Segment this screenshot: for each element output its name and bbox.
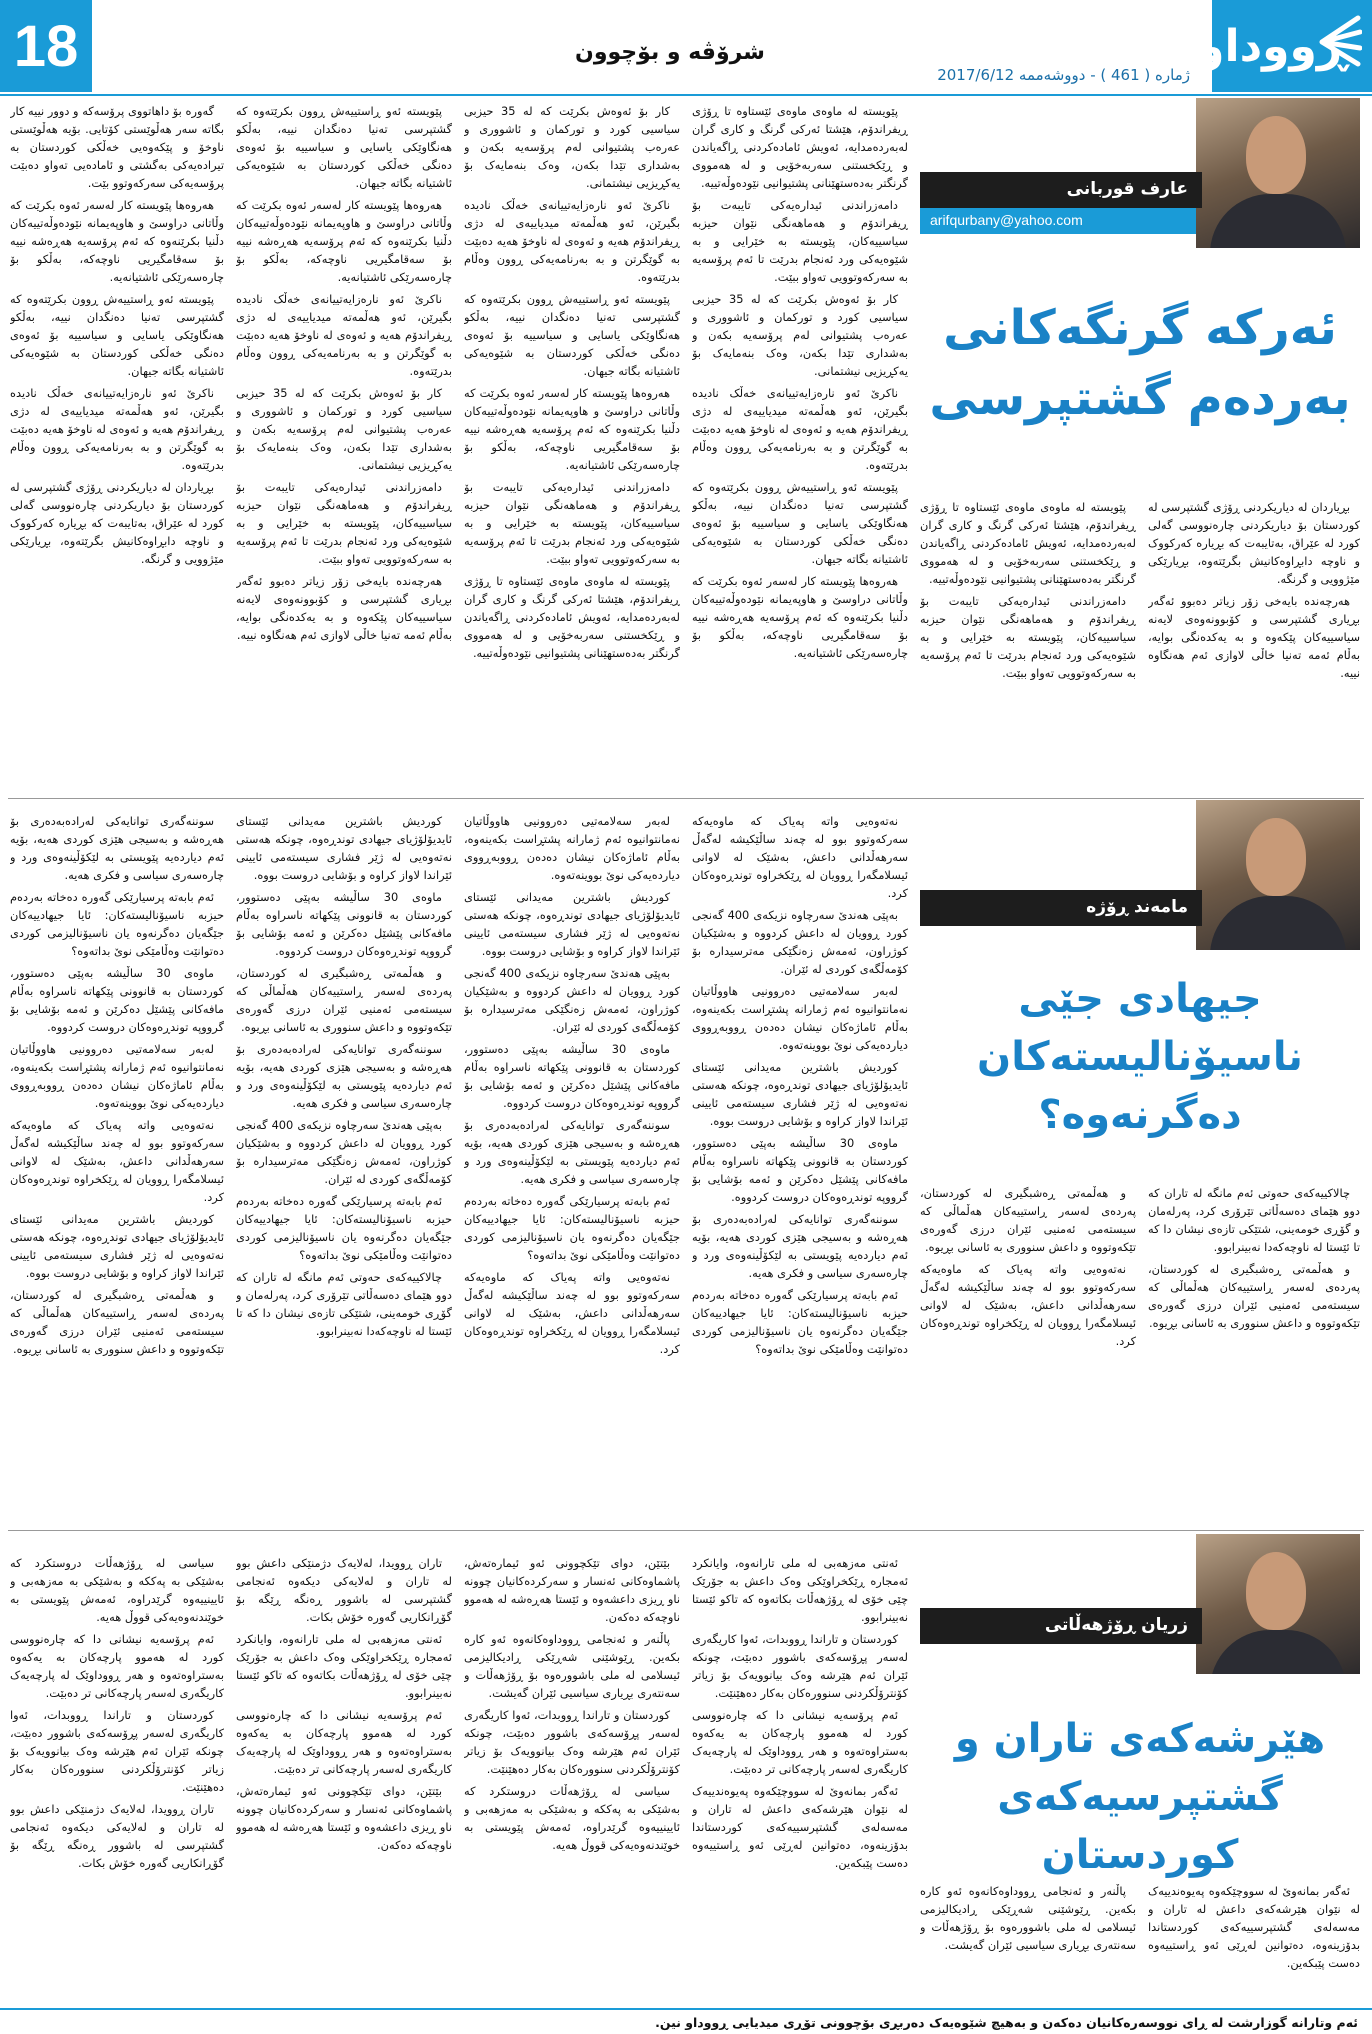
article-column: کار بۆ ئەوەش بکرێت کە لە 35 حیزبی سیاسیی کورد و تورکمان و ئاشووری و عەرەب پشتیوانی لەم پرۆسەیە بکەن و بەشداری تێدا بکەن، وەک بنەمایەک بۆ یەکڕیزیی نیشتمانی. ناکرێ ئەو نارەزایەتییانەی خەڵک نادیدە بگیرێن، ئەو هەڵمەتە میدیاییەی لە دژی ڕیفراندۆم هەیە و ئەوەی لە ناوخۆ هەیە دەبێت بە گوێگرتن و بە بەرنامەیەکی ڕوون وەڵام بدرێتەوە. پێویستە ئەو ڕاستییەش ڕوون بکرێتەوە کە گشتپرسی تەنیا دەنگدان نییە، بەڵکو هەنگاوێکی یاسایی و سیاسییە بۆ ئەوەی دەنگی خەڵکی کوردستان بە شێوەیەکی ئاشتیانە بگاتە جیهان. هەروەها پێویستە کار لەسەر ئەوە بکرێت کە وڵاتانی دراوسێ و هاوپەیمانە نێودەوڵەتییەکان دڵنیا بکرێنەوە کە ئەم پرۆسەیە هەڕەشە نییە بۆ سەقامگیریی ناوچەکە، بەڵکو بۆ چارەسەرێکی ئاشتیانەیە. دامەزراندنی ئیدارەیەکی تایبەت بۆ ڕیفراندۆم و هەماهەنگی نێوان حیزبە سیاسییەکان، پێویستە بە خێرایی و بە شێوەیەکی ورد ئەنجام بدرێت تا ئەم پرۆسەیە بە سەرکەوتوویی تەواو ببێت. پێویستە لە ماوەی ماوەی ئێستاوە تا ڕۆژی ڕیفراندۆم، هێشتا ئەرکی گرنگ و کاری گران لەبەردەمدایە، ئەویش ئامادەکردنی ڕاگەیاندن و ڕێکخستنی سەربەخۆیی و لە هەمووی گرنگتر بەدەستهێنانی پشتیوانیی نێودەوڵەتییە.	[464, 104, 680, 661]
article-column: پاڵنەر و ئەنجامی ڕووداوەکانەوە ئەو کارە بکەین. ڕێوشێنی شەڕێکی ڕادیکالیزمی ئیسلامی لە ملی باشوورەوە بۆ ڕۆژهەڵات و سەنتەری بڕیاری سیاسیی ئێران گەیشت.	[920, 1884, 1136, 1953]
issue-date: ژمارە ( 461 ) - دووشەممە 2017/6/12	[937, 66, 1190, 84]
article-column: ئەنتی مەزهەبی لە ملی تارانەوە، وایانکرد ئەمجارە ڕێکخراوێکی وەک داعش بە جۆرێک چێی خۆی لە ڕۆژهەڵات بکاتەوە کە تاکو ئێستا نەبینرابوو. کوردستان و تاراندا ڕووبدات، ئەوا کاریگەری لەسەر پڕۆسەکەی باشوور دەبێت، چونکە ئێران ئەم هێرشە وەک بیانوویەک بۆ زیاتر کۆنترۆڵکردنی سنوورەکان بەکار دەهێنێت. ئەم پرۆسەیە نیشانی دا کە چارەنووسی کورد لە هەموو پارچەکان بە یەکەوە بەستراوەتەوە و هەر ڕووداوێک لە پارچەیەک کاریگەری لەسەر پارچەکانی تر دەبێت. ئەگەر بمانەوێ لە سووچێکەوە پەیوەندییەک لە نێوان هێرشەکەی داعش لە تاران و مەسەلەی گشتپرسییەکەی کوردستاندا بدۆزینەوە، دەتوانین لەڕێی ئەو ڕاستییەوە دەست پێبکەین.	[692, 1556, 908, 1871]
article-column: پێویستە ئەو ڕاستییەش ڕوون بکرێتەوە کە گشتپرسی تەنیا دەنگدان نییە، بەڵکو هەنگاوێکی یاسایی و سیاسییە بۆ ئەوەی دەنگی خەڵکی کوردستان بە شێوەیەکی ئاشتیانە بگاتە جیهان. هەروەها پێویستە کار لەسەر ئەوە بکرێت کە وڵاتانی دراوسێ و هاوپەیمانە نێودەوڵەتییەکان دڵنیا بکرێنەوە کە ئەم پرۆسەیە هەڕەشە نییە بۆ سەقامگیریی ناوچەکە، بەڵکو بۆ چارەسەرێکی ئاشتیانەیە. ناکرێ ئەو نارەزایەتییانەی خەڵک نادیدە بگیرێن، ئەو هەڵمەتە میدیاییەی لە دژی ڕیفراندۆم هەیە و ئەوەی لە ناوخۆ هەیە دەبێت بە گوێگرتن و بە بەرنامەیەکی ڕوون وەڵام بدرێتەوە. کار بۆ ئەوەش بکرێت کە لە 35 حیزبی سیاسیی کورد و تورکمان و ئاشووری و عەرەب پشتیوانی لەم پرۆسەیە بکەن و بەشداری تێدا بکەن، وەک بنەمایەک بۆ یەکڕیزیی نیشتمانی. دامەزراندنی ئیدارەیەکی تایبەت بۆ ڕیفراندۆم و هەماهەنگی نێوان حیزبە سیاسییەکان، پێویستە بە خێرایی و بە شێوەیەکی ورد ئەنجام بدرێت تا ئەم پرۆسەیە بە سەرکەوتوویی تەواو ببێت. هەرچەندە بایەخی زۆر زیاتر دەبوو ئەگەر بڕیاری گشتپرسی و کۆبوونەوەی لایەنە سیاسییەکان پێکەوە و بە یەکدەنگی بوایە، بەڵام ئەمە تەنیا خاڵی لاوازی ئەم هەنگاوە نییە.	[236, 104, 452, 643]
article-column: پێویستە لە ماوەی ماوەی ئێستاوە تا ڕۆژی ڕیفراندۆم، هێشتا ئەرکی گرنگ و کاری گران لەبەردەمدایە، ئەویش ئامادەکردنی ڕاگەیاندن و ڕێکخستنی سەربەخۆیی و لە هەمووی گرنگتر بەدەستهێنانی پشتیوانیی نێودەوڵەتییە. دامەزراندنی ئیدارەیەکی تایبەت بۆ ڕیفراندۆم و هەماهەنگی نێوان حیزبە سیاسییەکان، پێویستە بە خێرایی و بە شێوەیەکی ورد ئەنجام بدرێت تا ئەم پرۆسەیە بە سەرکەوتوویی تەواو ببێت.	[920, 500, 1136, 681]
author-name: مامەند ڕۆژە	[920, 890, 1202, 926]
article-headline: جیهادی جێی ناسیۆنالیستەکان دەگرنەوە؟	[977, 976, 1303, 1138]
article-column: سوننەگەری توانایەکی لەرادەبەدەری بۆ هەڕەشە و بەسیجی هێزی کوردی هەیە، بۆیە ئەم دیاردەیە پێویستی بە لێکۆڵینەوەی ورد و چارەسەری سیاسی و فکری هەیە. ئەم بابەتە پرسیارێکی گەورە دەخاتە بەردەم حیزبە ناسیۆنالیستەکان: ئایا جیهادییەکان جێگەیان دەگرنەوە یان ناسیۆنالیزمی کوردی دەتوانێت وەڵامێکی نوێ بداتەوە؟ ماوەی 30 ساڵیشە بەپێی دەستوور، کوردستان بە قانوونی پێکهاتە ناسراوە بەڵام مافەکانی پێشێل دەکرێن و ئەمە بۆشایی بۆ گرووپە توندڕەوەکان دروست کردووە. لەبەر سەلامەتیی دەروونیی هاووڵاتیان نەمانتوانیوە ئەم ژمارانە پشتڕاست بکەینەوە، بەڵام ئاماژەکان نیشان دەدەن ڕووبەڕووی دیاردەیەکی نوێ بووینەتەوە. نەتەوەیی واتە پەیاک کە ماوەیەکە سەرکەوتوو بوو لە چەند ساڵێکیشە لەگەڵ سەرهەڵدانی داعش، بەشێک لە لاوانی ئیسلامگەرا ڕوویان لە ڕێکخراوە توندڕەوەکان کرد. کوردیش باشترین مەیدانی ئێستای ئایدیۆلۆژیای جیهادی توندڕەوە، چونکە هەستی نەتەوەیی لە ژێر فشاری سیستەمی ئایینی ئێراندا لاواز کراوە و بۆشایی دروست بووە. و هەڵمەتی ڕەشبگیری لە کوردستان، پەردەی لەسەر ڕاستییەکان هەڵماڵی کە سیستەمی ئەمنیی ئێران درزی گەورەی تێکەوتووە و داعش سنووری بە ئاسانی بڕیوە.	[10, 814, 224, 1357]
article-column: بێتێن، دوای تێکچوونی ئەو ئیمارەتەش، پاشماوەکانی ئەنسار و سەرکردەکانیان چوونە ناو ڕیزی داعشەوە و ئێستا هەڕەشە لە هەموو ناوچەکە دەکەن. پاڵنەر و ئەنجامی ڕووداوەکانەوە ئەو کارە بکەین. ڕێوشێنی شەڕێکی ڕادیکالیزمی ئیسلامی لە ملی باشوورەوە بۆ ڕۆژهەڵات و سەنتەری بڕیاری سیاسیی ئێران گەیشت. کوردستان و تاراندا ڕووبدات، ئەوا کاریگەری لەسەر پڕۆسەکەی باشوور دەبێت، چونکە ئێران ئەم هێرشە وەک بیانوویەک بۆ زیاتر کۆنترۆڵکردنی سنوورەکان بەکار دەهێنێت. سیاسی لە ڕۆژهەڵات دروستکرد کە بەشێکی بە پەککە و بەشێکی بە مەزهەبی و ئایینییەوە گرێدراوە، ئەمەش پێویستی بە خوێندنەوەیەکی قووڵ هەیە.	[464, 1556, 680, 1853]
article-column: چالاکییەکەی حەوتی ئەم مانگە لە تاران کە دوو هێمای دەسەڵاتی تێرۆری کرد، پەرلەمان و گۆڕی خومەینی، شتێکی تازەی نیشان دا کە تا ئێستا لە ناوچەکەدا نەبینرابوو. و هەڵمەتی ڕەشبگیری لە کوردستان، پەردەی لەسەر ڕاستییەکان هەڵماڵی کە سیستەمی ئەمنیی ئێران درزی گەورەی تێکەوتووە و داعش سنووری بە ئاسانی بڕیوە.	[1148, 1186, 1360, 1331]
article-column: کوردیش باشترین مەیدانی ئێستای ئایدیۆلۆژیای جیهادی توندڕەوە، چونکە هەستی نەتەوەیی لە ژێر فشاری سیستەمی ئایینی ئێراندا لاواز کراوە و بۆشایی دروست بووە. ماوەی 30 ساڵیشە بەپێی دەستوور، کوردستان بە قانوونی پێکهاتە ناسراوە بەڵام مافەکانی پێشێل دەکرێن و ئەمە بۆشایی بۆ گرووپە توندڕەوەکان دروست کردووە. و هەڵمەتی ڕەشبگیری لە کوردستان، پەردەی لەسەر ڕاستییەکان هەڵماڵی کە سیستەمی ئەمنیی ئێران درزی گەورەی تێکەوتووە و داعش سنووری بە ئاسانی بڕیوە. سوننەگەری توانایەکی لەرادەبەدەری بۆ هەڕەشە و بەسیجی هێزی کوردی هەیە، بۆیە ئەم دیاردەیە پێویستی بە لێکۆڵینەوەی ورد و چارەسەری سیاسی و فکری هەیە. بەپێی هەندێ سەرچاوە نزیکەی 400 گەنجی کورد ڕوویان لە داعش کردووە و بەشێکیان کوژراون، ئەمەش زەنگێکی مەترسیدارە بۆ کۆمەڵگەی کوردی لە ئێران. ئەم بابەتە پرسیارێکی گەورە دەخاتە بەردەم حیزبە ناسیۆنالیستەکان: ئایا جیهادییەکان جێگەیان دەگرنەوە یان ناسیۆنالیزمی کوردی دەتوانێت وەڵامێکی نوێ بداتەوە؟ چالاکییەکەی حەوتی ئەم مانگە لە تاران کە دوو هێمای دەسەڵاتی تێرۆری کرد، پەرلەمان و گۆڕی خومەینی، شتێکی تازەی نیشان دا کە تا ئێستا لە ناوچەکەدا نەبینرابوو.	[236, 814, 452, 1339]
article-divider	[8, 798, 1364, 799]
article-2	[0, 800, 1372, 1532]
page-number: 18	[0, 0, 92, 92]
article-1	[0, 98, 1372, 798]
header-divider	[0, 94, 1372, 96]
author-email[interactable]: arifqurbany@yahoo.com	[920, 208, 1196, 234]
article-column: پێویستە لە ماوەی ماوەی ئێستاوە تا ڕۆژی ڕیفراندۆم، هێشتا ئەرکی گرنگ و کاری گران لەبەردەمدایە، ئەویش ئامادەکردنی ڕاگەیاندن و ڕێکخستنی سەربەخۆیی و لە هەمووی گرنگتر بەدەستهێنانی پشتیوانیی نێودەوڵەتییە. دامەزراندنی ئیدارەیەکی تایبەت بۆ ڕیفراندۆم و هەماهەنگی نێوان حیزبە سیاسییەکان، پێویستە بە خێرایی و بە شێوەیەکی ورد ئەنجام بدرێت تا ئەم پرۆسەیە بە سەرکەوتوویی تەواو ببێت. کار بۆ ئەوەش بکرێت کە لە 35 حیزبی سیاسیی کورد و تورکمان و ئاشووری و عەرەب پشتیوانی لەم پرۆسەیە بکەن و بەشداری تێدا بکەن، وەک بنەمایەک بۆ یەکڕیزیی نیشتمانی. ناکرێ ئەو نارەزایەتییانەی خەڵک نادیدە بگیرێن، ئەو هەڵمەتە میدیاییەی لە دژی ڕیفراندۆم هەیە و ئەوەی لە ناوخۆ هەیە دەبێت بە گوێگرتن و بە بەرنامەیەکی ڕوون وەڵام بدرێتەوە. پێویستە ئەو ڕاستییەش ڕوون بکرێتەوە کە گشتپرسی تەنیا دەنگدان نییە، بەڵکو هەنگاوێکی یاسایی و سیاسییە بۆ ئەوەی دەنگی خەڵکی کوردستان بە شێوەیەکی ئاشتیانە بگاتە جیهان. هەروەها پێویستە کار لەسەر ئەوە بکرێت کە وڵاتانی دراوسێ و هاوپەیمانە نێودەوڵەتییەکان دڵنیا بکرێنەوە کە ئەم پرۆسەیە هەڕەشە نییە بۆ سەقامگیریی ناوچەکە، بەڵکو بۆ چارەسەرێکی ئاشتیانەیە.	[692, 104, 908, 661]
page-header	[0, 0, 1372, 96]
article-headline: ئەرکە گرنگەکانی بەردەم گشتپرسی	[929, 300, 1351, 426]
article-column: نەتەوەیی واتە پەیاک کە ماوەیەکە سەرکەوتوو بوو لە چەند ساڵێکیشە لەگەڵ سەرهەڵدانی داعش، بەشێک لە لاوانی ئیسلامگەرا ڕوویان لە ڕێکخراوە توندڕەوەکان کرد. بەپێی هەندێ سەرچاوە نزیکەی 400 گەنجی کورد ڕوویان لە داعش کردووە و بەشێکیان کوژراون، ئەمەش زەنگێکی مەترسیدارە بۆ کۆمەڵگەی کوردی لە ئێران. لەبەر سەلامەتیی دەروونیی هاووڵاتیان نەمانتوانیوە ئەم ژمارانە پشتڕاست بکەینەوە، بەڵام ئاماژەکان نیشان دەدەن ڕووبەڕووی دیاردەیەکی نوێ بووینەتەوە. کوردیش باشترین مەیدانی ئێستای ئایدیۆلۆژیای جیهادی توندڕەوە، چونکە هەستی نەتەوەیی لە ژێر فشاری سیستەمی ئایینی ئێراندا لاواز کراوە و بۆشایی دروست بووە. ماوەی 30 ساڵیشە بەپێی دەستوور، کوردستان بە قانوونی پێکهاتە ناسراوە بەڵام مافەکانی پێشێل دەکرێن و ئەمە بۆشایی بۆ گرووپە توندڕەوەکان دروست کردووە. سوننەگەری توانایەکی لەرادەبەدەری بۆ هەڕەشە و بەسیجی هێزی کوردی هەیە، بۆیە ئەم دیاردەیە پێویستی بە لێکۆڵینەوەی ورد و چارەسەری سیاسی و فکری هەیە. ئەم بابەتە پرسیارێکی گەورە دەخاتە بەردەم حیزبە ناسیۆنالیستەکان: ئایا جیهادییەکان جێگەیان دەگرنەوە یان ناسیۆنالیزمی کوردی دەتوانێت وەڵامێکی نوێ بداتەوە؟	[692, 814, 908, 1357]
author-name: عارف قوربانی	[920, 172, 1202, 208]
logo-rays-icon	[1318, 12, 1362, 72]
author-photo	[1196, 800, 1360, 950]
article-column: بڕیاردان لە دیاریکردنی ڕۆژی گشتپرسی لە کوردستان بۆ دیاریکردنی چارەنووسی گەلی کورد لە عێراق، بەتایبەت کە بڕیارە کەرکووک و ناوچە دابڕاوەکانیش بگرێتەوە، بڕیارێکی مێژوویی و گرنگە. هەرچەندە بایەخی زۆر زیاتر دەبوو ئەگەر بڕیاری گشتپرسی و کۆبوونەوەی لایەنە سیاسییەکان پێکەوە و بە یەکدەنگی بوایە، بەڵام ئەمە تەنیا خاڵی لاوازی ئەم هەنگاوە نییە.	[1148, 500, 1360, 681]
article-column: گەورە بۆ داهاتووی پرۆسەکە و دوور نییە کار بگاتە سەر هەڵوێستی کۆتایی. بۆیە هەڵوێستی ناوخۆ و پێکەوەیی خەڵکی کوردستان بە تیرادەیەکی بەگشتی و ئامادەیی تەواو دەبێت پرۆسەیەکی سەرکەوتوو بێت. هەروەها پێویستە کار لەسەر ئەوە بکرێت کە وڵاتانی دراوسێ و هاوپەیمانە نێودەوڵەتییەکان دڵنیا بکرێنەوە کە ئەم پرۆسەیە هەڕەشە نییە بۆ سەقامگیریی ناوچەکە، بەڵکو بۆ چارەسەرێکی ئاشتیانەیە. پێویستە ئەو ڕاستییەش ڕوون بکرێتەوە کە گشتپرسی تەنیا دەنگدان نییە، بەڵکو هەنگاوێکی یاسایی و سیاسییە بۆ ئەوەی دەنگی خەڵکی کوردستان بە شێوەیەکی ئاشتیانە بگاتە جیهان. ناکرێ ئەو نارەزایەتییانەی خەڵک نادیدە بگیرێن، ئەو هەڵمەتە میدیاییەی لە دژی ڕیفراندۆم هەیە و ئەوەی لە ناوخۆ هەیە دەبێت بە گوێگرتن و بە بەرنامەیەکی ڕوون وەڵام بدرێتەوە. بڕیاردان لە دیاریکردنی ڕۆژی گشتپرسی لە کوردستان بۆ دیاریکردنی چارەنووسی گەلی کورد لە عێراق، بەتایبەت کە بڕیارە کەرکووک و ناوچە دابڕاوەکانیش بگرێتەوە، بڕیارێکی مێژوویی و گرنگە.	[10, 104, 224, 567]
section-title: شرۆڤە و بۆچوون	[575, 40, 765, 65]
article-column: و هەڵمەتی ڕەشبگیری لە کوردستان، پەردەی لەسەر ڕاستییەکان هەڵماڵی کە سیستەمی ئەمنیی ئێران درزی گەورەی تێکەوتووە و داعش سنووری بە ئاسانی بڕیوە. نەتەوەیی واتە پەیاک کە ماوەیەکە سەرکەوتوو بوو لە چەند ساڵێکیشە لەگەڵ سەرهەڵدانی داعش، بەشێک لە لاوانی ئیسلامگەرا ڕوویان لە ڕێکخراوە توندڕەوەکان کرد.	[920, 1186, 1136, 1349]
author-photo	[1196, 98, 1360, 248]
article-column: ئەگەر بمانەوێ لە سووچێکەوە پەیوەندییەک لە نێوان هێرشەکەی داعش لە تاران و مەسەلەی گشتپرسییەکەی کوردستاندا بدۆزینەوە، دەتوانین لەڕێی ئەو ڕاستییەوە دەست پێبکەین.	[1148, 1884, 1360, 1971]
article-headline: هێرشەکەی تاران و گشتپرسیەکەی کوردستان	[954, 1716, 1326, 1878]
disclaimer-footer: ئەم وتارانە گوزارشت لە ڕای نووسەرەکانیان دەکەن و بەهیچ شێوەیەک دەربڕی بۆچوونی تۆڕی میدیایی ڕووداو نین.	[0, 2008, 1372, 2034]
article-column: سیاسی لە ڕۆژهەڵات دروستکرد کە بەشێکی بە پەککە و بەشێکی بە مەزهەبی و ئایینییەوە گرێدراوە، ئەمەش پێویستی بە خوێندنەوەیەکی قووڵ هەیە. ئەم پرۆسەیە نیشانی دا کە چارەنووسی کورد لە هەموو پارچەکان بە یەکەوە بەستراوەتەوە و هەر ڕووداوێک لە پارچەیەک کاریگەری لەسەر پارچەکانی تر دەبێت. کوردستان و تاراندا ڕووبدات، ئەوا کاریگەری لەسەر پڕۆسەکەی باشوور دەبێت، چونکە ئێران ئەم هێرشە وەک بیانوویەک بۆ زیاتر کۆنترۆڵکردنی سنوورەکان بەکار دەهێنێت. تاران ڕوویدا، لەلایەک دژمنێکی داعش بوو لە تاران و لەلایەکی دیکەوە ئەنجامی گشتپرسی لە باشوور ڕەنگە ڕێگە بۆ گۆڕانکاریی گەورە خۆش بکات.	[10, 1556, 224, 1871]
author-name: زریان ڕۆژهەڵاتی	[920, 1608, 1202, 1644]
article-3	[0, 1534, 1372, 2000]
article-divider	[8, 1530, 1364, 1531]
article-column: لەبەر سەلامەتیی دەروونیی هاووڵاتیان نەمانتوانیوە ئەم ژمارانە پشتڕاست بکەینەوە، بەڵام ئاماژەکان نیشان دەدەن ڕووبەڕووی دیاردەیەکی نوێ بووینەتەوە. کوردیش باشترین مەیدانی ئێستای ئایدیۆلۆژیای جیهادی توندڕەوە، چونکە هەستی نەتەوەیی لە ژێر فشاری سیستەمی ئایینی ئێراندا لاواز کراوە و بۆشایی دروست بووە. بەپێی هەندێ سەرچاوە نزیکەی 400 گەنجی کورد ڕوویان لە داعش کردووە و بەشێکیان کوژراون، ئەمەش زەنگێکی مەترسیدارە بۆ کۆمەڵگەی کوردی لە ئێران. ماوەی 30 ساڵیشە بەپێی دەستوور، کوردستان بە قانوونی پێکهاتە ناسراوە بەڵام مافەکانی پێشێل دەکرێن و ئەمە بۆشایی بۆ گرووپە توندڕەوەکان دروست کردووە. سوننەگەری توانایەکی لەرادەبەدەری بۆ هەڕەشە و بەسیجی هێزی کوردی هەیە، بۆیە ئەم دیاردەیە پێویستی بە لێکۆڵینەوەی ورد و چارەسەری سیاسی و فکری هەیە. ئەم بابەتە پرسیارێکی گەورە دەخاتە بەردەم حیزبە ناسیۆنالیستەکان: ئایا جیهادییەکان جێگەیان دەگرنەوە یان ناسیۆنالیزمی کوردی دەتوانێت وەڵامێکی نوێ بداتەوە؟ نەتەوەیی واتە پەیاک کە ماوەیەکە سەرکەوتوو بوو لە چەند ساڵێکیشە لەگەڵ سەرهەڵدانی داعش، بەشێک لە لاوانی ئیسلامگەرا ڕوویان لە ڕێکخراوە توندڕەوەکان کرد.	[464, 814, 680, 1357]
article-column: تاران ڕوویدا، لەلایەک دژمنێکی داعش بوو لە تاران و لەلایەکی دیکەوە ئەنجامی گشتپرسی لە باشوور ڕەنگە ڕێگە بۆ گۆڕانکاریی گەورە خۆش بکات. ئەنتی مەزهەبی لە ملی تارانەوە، وایانکرد ئەمجارە ڕێکخراوێکی وەک داعش بە جۆرێک چێی خۆی لە ڕۆژهەڵات بکاتەوە کە تاکو ئێستا نەبینرابوو. ئەم پرۆسەیە نیشانی دا کە چارەنووسی کورد لە هەموو پارچەکان بە یەکەوە بەستراوەتەوە و هەر ڕووداوێک لە پارچەیەک کاریگەری لەسەر پارچەکانی تر دەبێت. بێتێن، دوای تێکچوونی ئەو ئیمارەتەش، پاشماوەکانی ئەنسار و سەرکردەکانیان چوونە ناو ڕیزی داعشەوە و ئێستا هەڕەشە لە هەموو ناوچەکە دەکەن.	[236, 1556, 452, 1853]
logo-text: ڕووداو	[1197, 20, 1347, 72]
author-photo	[1196, 1534, 1360, 1674]
